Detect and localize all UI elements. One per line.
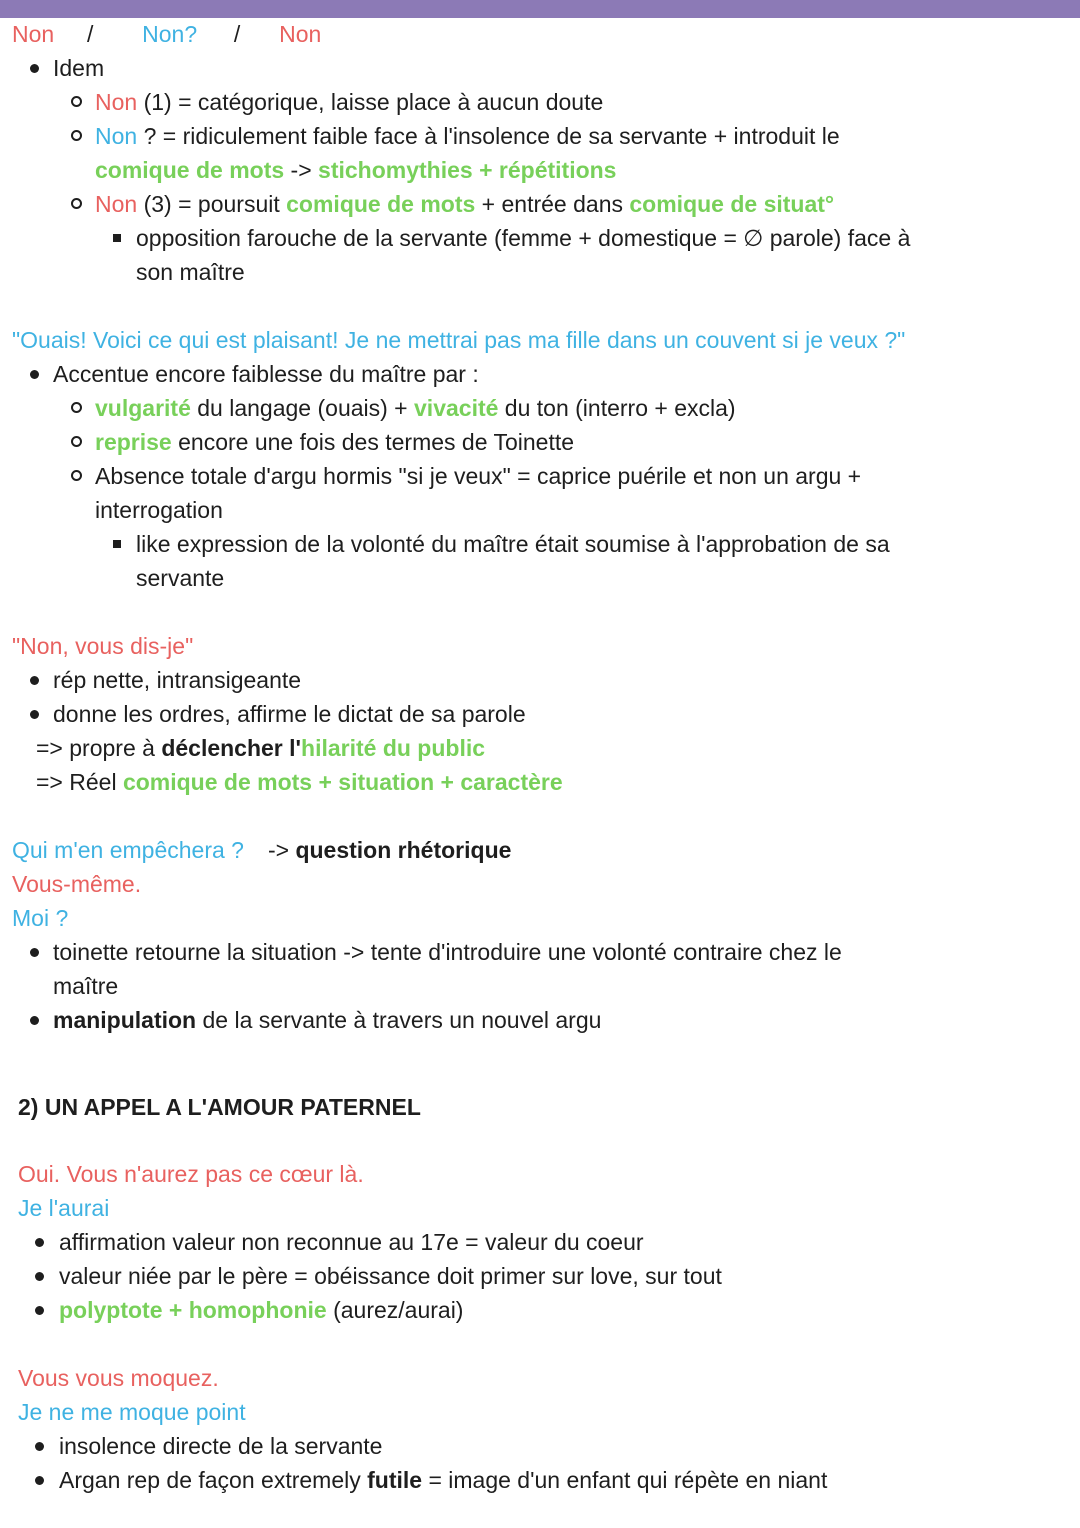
sub-sub-item-cont: son maître	[136, 259, 245, 285]
sub-bullet	[71, 198, 82, 209]
item-text: => Réel	[36, 769, 123, 795]
item-text: => propre à	[36, 735, 162, 761]
arrow: ->	[284, 157, 319, 183]
term: reprise	[95, 429, 172, 455]
sub-bullet	[71, 96, 82, 107]
square-bullet	[113, 540, 121, 548]
bold-text: déclencher l'	[161, 735, 302, 761]
bullet-text: toinette retourne la situation -> tente d'introduire une volonté contraire chez le	[53, 939, 842, 965]
term-non: Non	[95, 89, 138, 115]
bullet-text	[59, 1293, 463, 1327]
bullet	[35, 1272, 44, 1281]
item-text: ? = ridiculement faible face à l'insolence de sa servante + introduit le	[137, 123, 840, 149]
term: comique de situat°	[629, 191, 835, 217]
sub-sub-item: opposition farouche de la servante (femme + domestique = ∅ parole) face à	[136, 225, 911, 251]
bullet	[30, 1016, 39, 1025]
item-text: = image d'un enfant qui répète en niant	[422, 1467, 828, 1493]
item-text: + entrée dans	[475, 191, 630, 217]
quote-oui: Oui. Vous n'aurez pas ce cœur là.	[18, 1161, 364, 1187]
item-text: de la servante à travers un nouvel argu	[196, 1007, 602, 1033]
sub-item-non-3	[95, 187, 834, 221]
result-line	[36, 765, 563, 799]
quote-qui: Qui m'en empêchera ?	[12, 837, 244, 863]
term: comique de mots	[286, 191, 476, 217]
term: stichomythies + répétitions	[318, 157, 617, 183]
quote-vous-meme: Vous-même.	[12, 871, 142, 897]
term: comique de mots + situation + caractère	[122, 769, 563, 795]
bullet-text: Accentue encore faiblesse du maître par :	[53, 361, 479, 387]
question-line	[12, 833, 511, 867]
bullet	[35, 1442, 44, 1451]
sub-bullet	[71, 436, 82, 447]
item-text: (3) = poursuit	[137, 191, 287, 217]
term: hilarité du public	[301, 735, 486, 761]
bullet	[35, 1476, 44, 1485]
bullet-text	[53, 1003, 601, 1037]
non-2: Non?	[142, 21, 198, 47]
bullet	[35, 1238, 44, 1247]
quote-ouais: "Ouais! Voici ce qui est plaisant! Je ne mettrai pas ma fille dans un couvent si je veux ?"	[12, 327, 906, 353]
bullet	[30, 710, 39, 719]
bullet-text-cont: maître	[53, 973, 119, 999]
bullet	[30, 676, 39, 685]
bullet	[30, 64, 39, 73]
quote-moi: Moi ?	[12, 905, 69, 931]
sub-item	[95, 425, 574, 459]
sub-item-non-2	[95, 119, 840, 153]
bullet-text	[59, 1463, 827, 1497]
sub-item	[95, 391, 736, 425]
quote-vous-vous-moquez: Vous vous moquez.	[18, 1365, 219, 1391]
item-text: du ton (interro + excla)	[498, 395, 736, 421]
bullet-idem: Idem	[53, 55, 105, 81]
bullet-text: valeur niée par le père = obéissance doit primer sur love, sur tout	[59, 1263, 722, 1289]
bullet	[30, 370, 39, 379]
bold-text: futile	[367, 1467, 423, 1493]
bold-text: question rhétorique	[295, 837, 512, 863]
bullet	[35, 1306, 44, 1315]
section-heading: 2) UN APPEL A L'AMOUR PATERNEL	[18, 1094, 421, 1120]
sub-sub-item-cont: servante	[136, 565, 225, 591]
sub-item-non-1	[95, 85, 603, 119]
arrow: ->	[267, 837, 296, 863]
quote-je-ne-me-moque: Je ne me moque point	[18, 1399, 246, 1425]
bullet	[30, 948, 39, 957]
separator: /	[86, 21, 94, 47]
term: vivacité	[414, 395, 499, 421]
bullet-text: donne les ordres, affirme le dictat de sa parole	[53, 701, 526, 727]
sub-bullet	[71, 130, 82, 141]
top-color-bar	[0, 0, 1080, 18]
sub-bullet	[71, 402, 82, 413]
bullet-text: rép nette, intransigeante	[53, 667, 302, 693]
item-text: (1) = catégorique, laisse place à aucun doute	[137, 89, 604, 115]
sub-bullet	[71, 470, 82, 481]
item-text: encore une fois des termes de Toinette	[171, 429, 575, 455]
term-non: Non	[95, 191, 138, 217]
separator: /	[233, 21, 241, 47]
bullet-text: affirmation valeur non reconnue au 17e = valeur du coeur	[59, 1229, 644, 1255]
sub-item-non-2-cont	[95, 153, 616, 187]
non-sequence-header	[12, 17, 321, 51]
sub-item-cont: interrogation	[95, 497, 223, 523]
term: comique de mots	[95, 157, 285, 183]
item-text: du langage (ouais) +	[190, 395, 415, 421]
term: vulgarité	[95, 395, 191, 421]
bold-text: manipulation	[53, 1007, 197, 1033]
non-3: Non	[279, 21, 322, 47]
bullet-text: insolence directe de la servante	[59, 1433, 383, 1459]
quote-non-vous-dis-je: "Non, vous dis-je"	[12, 633, 194, 659]
result-line	[36, 731, 485, 765]
term: polyptote + homophonie	[59, 1297, 327, 1323]
quote-je-laurai: Je l'aurai	[18, 1195, 110, 1221]
item-text: (aurez/aurai)	[326, 1297, 464, 1323]
sub-sub-item: like expression de la volonté du maître était soumise à l'approbation de sa	[136, 531, 890, 557]
item-text: Argan rep de façon extremely	[59, 1467, 368, 1493]
term-non: Non	[95, 123, 138, 149]
sub-item: Absence totale d'argu hormis "si je veux" = caprice puérile et non un argu +	[95, 463, 862, 489]
square-bullet	[113, 234, 121, 242]
non-1: Non	[12, 21, 55, 47]
